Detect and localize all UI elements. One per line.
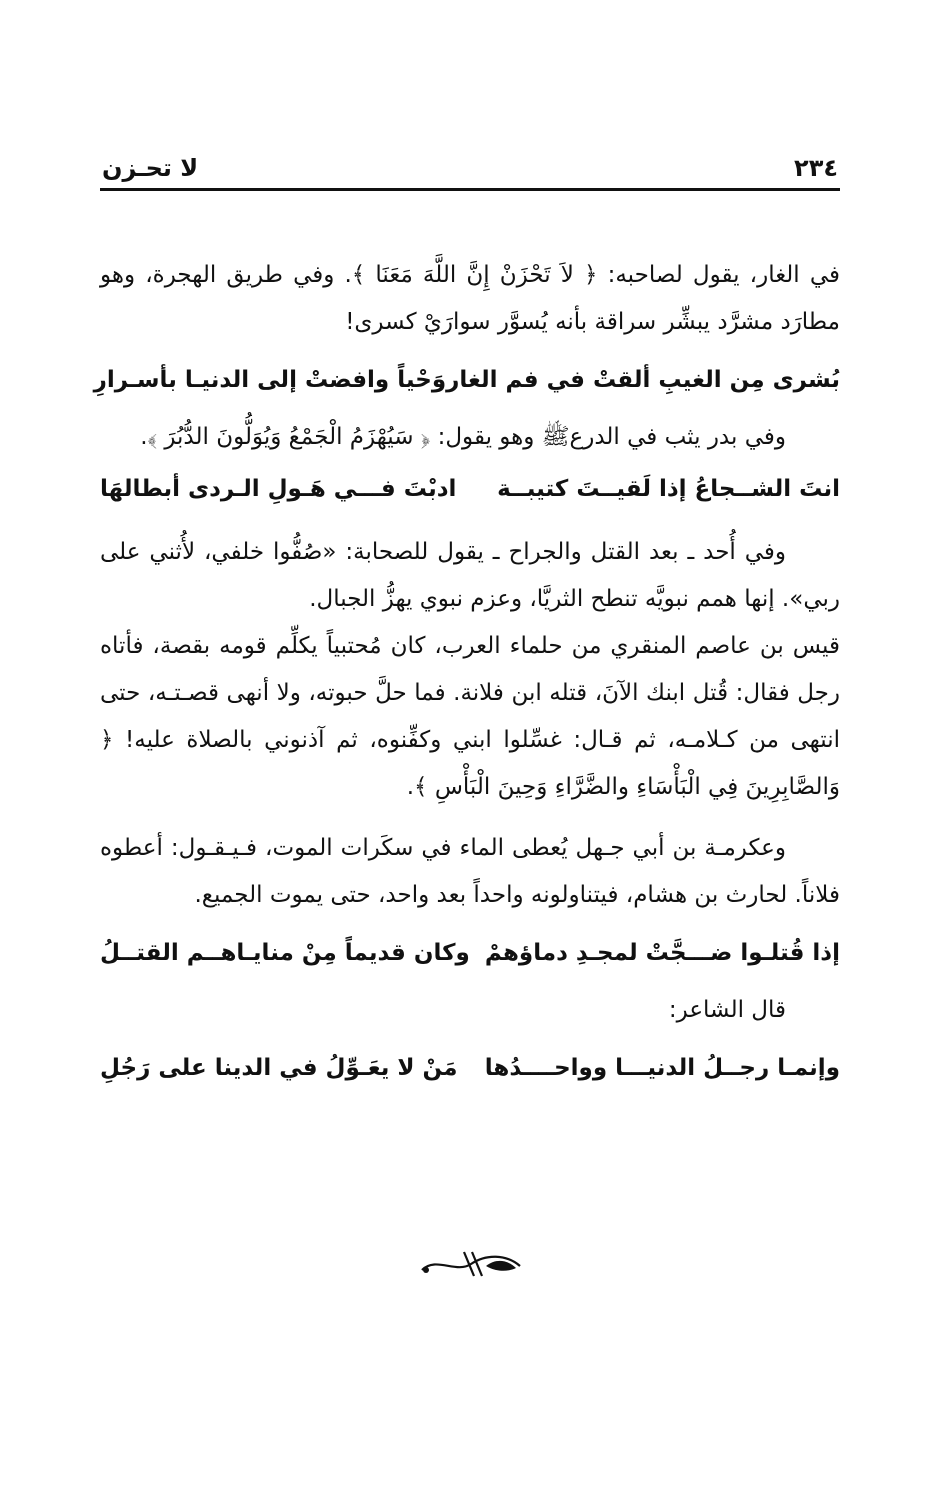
closing-ornament-icon (416, 1244, 526, 1284)
page-body (93, 252, 840, 1088)
page-number: ٢٣٤ (794, 154, 838, 182)
paragraph-ikrimah: وعكرمـة بن أبي جـهل يُعطى الماء في سكَرات الموت، فـيـقـول: أعطوه فلاناً. لحارث بن هشام، فيتناولونه واحداً بعد واحد، حتى يموت الجميع. (100, 835, 840, 908)
verse-line-4 (100, 1048, 840, 1088)
verse-hemistich-right: بُشرى مِن الغيبِ ألقتْ في فم الغار (446, 367, 840, 393)
verse-hemistich-right: إذا قُتلـوا ضـــجَّتْ لمجـدِ دماؤهمْ (484, 940, 840, 966)
page-header (100, 148, 840, 188)
verse-hemistich-right: انتَ الشــجاعُ إذا لَقيــتَ كتيبــة (497, 476, 840, 502)
paragraph-qays: قيس بن عاصم المنقري من حلماء العرب، كان مُحتبياً يكلِّم قومه بقصة، فأتاه رجل فقال: قُتل ابنك الآنَ، قتله ابن فلانة. فما حلَّ حبوته، ولا أنهى قصـتـه، حتى انتهى من كـلامـه، ثم قـال: غسِّلوا ابني وكفِّنوه، ثم آذنوني بالصلاة عليه! ﴿ وَالصَّابِرِينَ فِي الْبَأْسَاءِ والضَّرَّاءِ وَحِينَ الْبَأْسِ ﴾. (100, 633, 840, 800)
verse-line-1 (93, 360, 840, 400)
verse-hemistich-left: وكان قديماً مِنْ منايـاهــم القتــلُ (100, 940, 470, 966)
verse-hemistich-left: ادبْتَ فـــي هَـولِ الـردى أبطالهَا (100, 476, 457, 502)
paragraph-badr: وفي بدر يثب في الدرعﷺ وهو يقول: ﴿ سَيُهْزَمُ الْجَمْعُ وَيُوَلُّونَ الدُّبُرَ ﴾. (140, 424, 786, 450)
verse-line-3 (100, 933, 840, 973)
paragraph-cave: في الغار، يقول لصاحبه: ﴿ لاَ تَحْزَنْ إِنَّ اللَّهَ مَعَنَا ﴾. وفي طريق الهجرة، وهو مطارَد مشرَّد يبشِّر سراقة بأنه يُسوَّر سوارَيْ كسرى! (100, 262, 840, 335)
poet-intro: قال الشاعر: (668, 997, 786, 1023)
verse-hemistich-left: مَنْ لا يعَـوِّلُ في الدينا على رَجُلِ (100, 1055, 458, 1081)
verse-line-2 (100, 469, 840, 509)
header-rule (100, 188, 840, 191)
verse-hemistich-right: وإنمـا رجــلُ الدنيـــا وواحــــدُها (484, 1055, 840, 1081)
verse-hemistich-left: وَحْياً وافضتْ إلى الدنيـا بأسـرارِ (93, 367, 447, 393)
paragraph-uhud: وفي أُحد ـ بعد القتل والجراح ـ يقول للصحابة: «صُفُّوا خلفي، لأُثني على ربي». إنها همم نبويَّه تنطح الثريَّا، وعزم نبوي يهزُّ الجبال. (100, 539, 840, 612)
running-title: لا تحـزن (102, 154, 199, 182)
